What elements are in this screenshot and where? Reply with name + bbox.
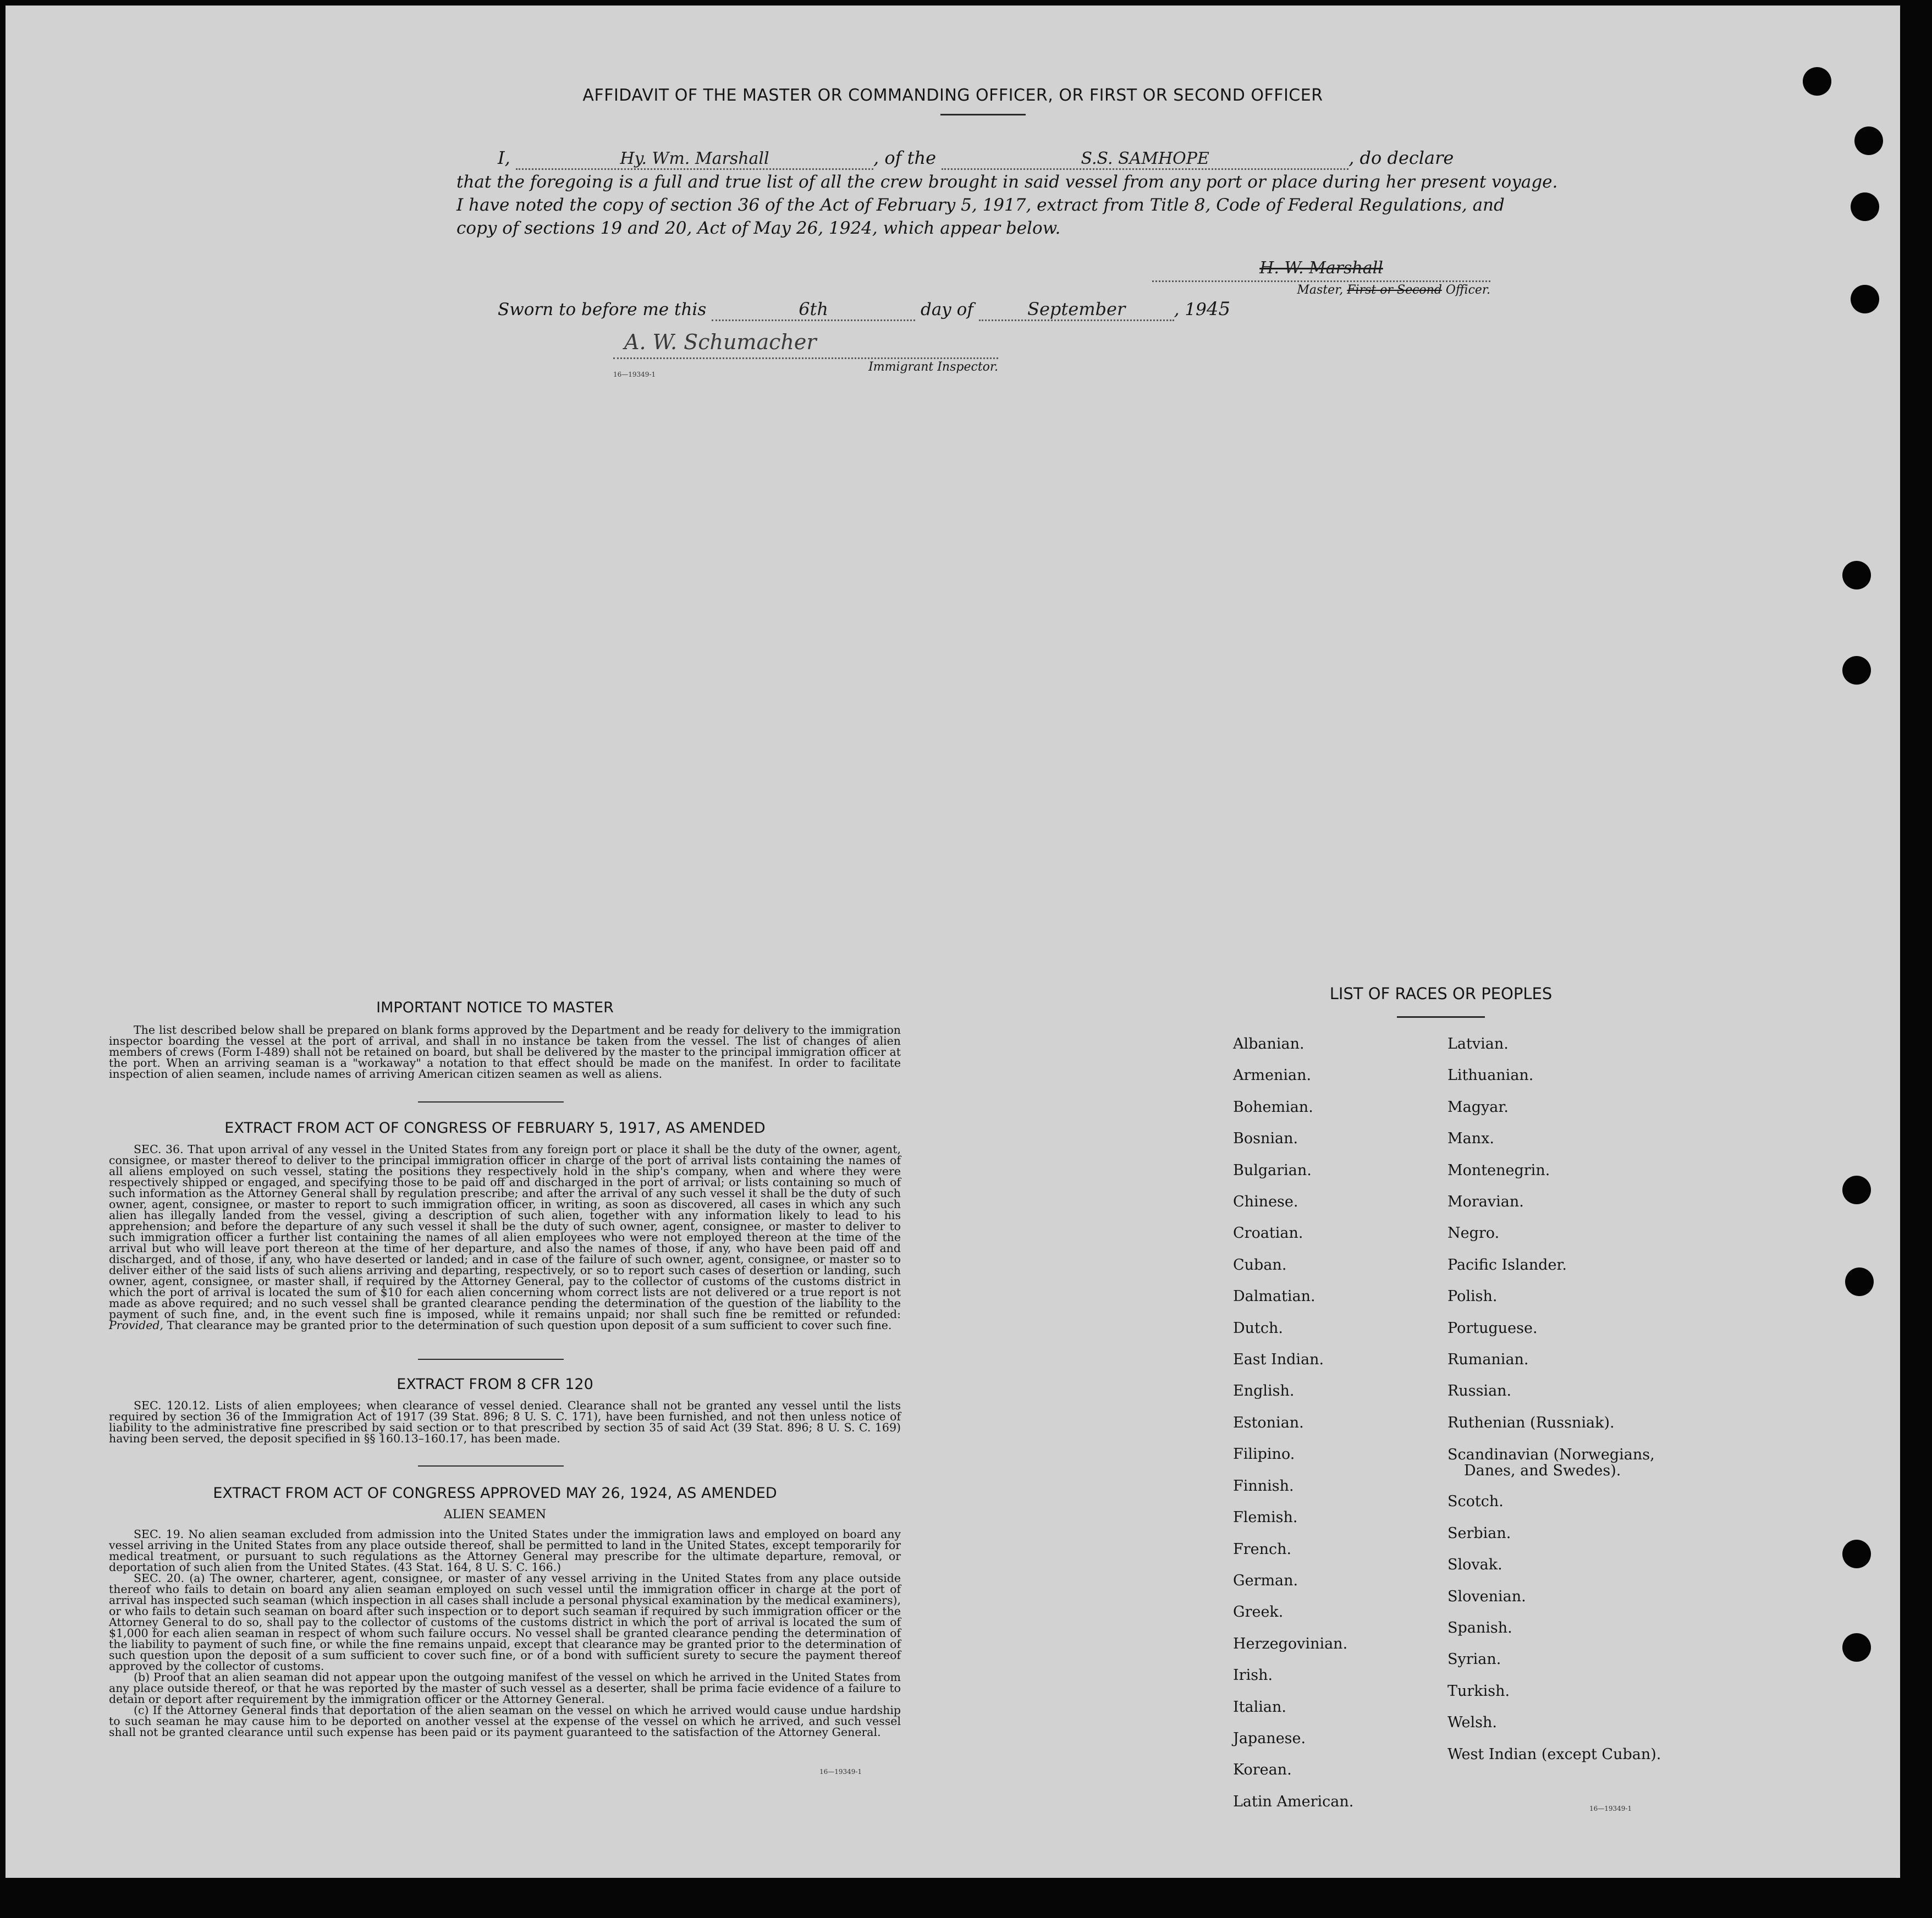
race-item: Turkish. xyxy=(1447,1682,1510,1700)
race-item: Bosnian. xyxy=(1233,1130,1298,1148)
binder-hole xyxy=(1842,656,1871,685)
race-item: Russian. xyxy=(1447,1382,1512,1400)
race-item: Slovenian. xyxy=(1447,1588,1526,1605)
master-caption-b: Officer. xyxy=(1445,283,1490,297)
master-caption-a: Master, xyxy=(1297,283,1344,297)
form-sheet xyxy=(5,5,1900,1878)
binder-hole xyxy=(1842,1633,1871,1662)
races-left-column xyxy=(1233,1028,1353,1817)
year-prefix: , 19 xyxy=(1174,300,1207,319)
race-item: Montenegrin. xyxy=(1447,1161,1550,1179)
affidavit-body-line: copy of sections 19 and 20, Act of May 26, 1924, which appear below. xyxy=(456,218,1061,238)
races-title: LIST OF RACES OR PEOPLES xyxy=(1329,984,1553,1003)
binder-hole xyxy=(1842,1176,1871,1204)
divider xyxy=(418,1465,564,1467)
binder-hole xyxy=(1854,126,1883,155)
extract-1917-title: EXTRACT FROM ACT OF CONGRESS OF FEBRUARY 5, 1917, AS AMENDED xyxy=(224,1120,766,1137)
race-item: Albanian. xyxy=(1233,1035,1304,1052)
race-item: Lithuanian. xyxy=(1447,1067,1534,1084)
declaration-line xyxy=(498,147,1454,170)
race-item: Pacific Islander. xyxy=(1447,1256,1567,1274)
race-item: Japanese. xyxy=(1233,1729,1306,1747)
race-item: Korean. xyxy=(1233,1761,1292,1779)
race-item: Portuguese. xyxy=(1447,1319,1538,1337)
cfr-paragraph: SEC. 120.12. Lists of alien employees; when clearance of vessel denied. Clearance shall not be granted any vessel until the lists required by section 36 of the Immigration Act of 1917 (39 Stat. 896; 8 U. S. C. 171), have been furnished, and not then unless notice of liability to the administrative fine prescribed by said section or to that prescribed by section 35 of said Act (39 Stat. 896; 8 U. S. C. 169) having been served, the deposit specified in §§ 160.13–160.17, has been made. xyxy=(109,1399,901,1445)
master-caption-struck: First or Second xyxy=(1347,283,1442,297)
affidavit-body-line: that the foregoing is a full and true list of all the crew brought in said vessel from any port or place during her present voyage. xyxy=(456,172,1558,192)
race-item: Serbian. xyxy=(1447,1524,1511,1542)
master-signature: H. W. Marshall xyxy=(1152,258,1490,282)
race-item: Dalmatian. xyxy=(1233,1288,1315,1305)
sworn-day: 6th xyxy=(712,299,915,321)
master-caption xyxy=(1152,283,1490,297)
race-item: Slovak. xyxy=(1447,1556,1502,1574)
binder-hole xyxy=(1851,192,1879,221)
provided-word: Provided, xyxy=(109,1319,163,1332)
race-item: Bohemian. xyxy=(1233,1098,1313,1116)
sec-19-paragraph: SEC. 19. No alien seaman excluded from admission into the United States under the immigration laws and employed on board any vessel arriving in the United States from any place outside thereof, shall be permitted to land in the United States, except temporarily for medical treatment, or pursuant to such regulations as the Attorney General may prescribe for the ultimate departure, removal, or deportation of such alien from the United States. (43 Stat. 164, 8 U. S. C. 166.) xyxy=(109,1528,901,1574)
race-item: Rumanian. xyxy=(1447,1351,1529,1369)
race-item: Latin American. xyxy=(1233,1793,1354,1810)
race-item: Bulgarian. xyxy=(1233,1161,1312,1179)
vessel-name: S.S. SAMHOPE xyxy=(942,149,1348,170)
race-item: West Indian (except Cuban). xyxy=(1447,1745,1661,1763)
affidavit-title: AFFIDAVIT OF THE MASTER OR COMMANDING OFFICER, OR FIRST OR SECOND OFFICER xyxy=(582,86,1323,105)
extract-1924-subtitle: ALIEN SEAMEN xyxy=(443,1508,547,1522)
inspector-signature: A. W. Schumacher xyxy=(613,330,998,359)
declarant-name: Hy. Wm. Marshall xyxy=(516,149,873,170)
notice-paragraph: The list described below shall be prepared on blank forms approved by the Department and be ready for delivery to the immigration inspector boarding the vessel at the port of arrival, and shall in no instance be taken from the vessel. The list of changes of alien members of crews (Form I-489) shall not be retained on board, but shall be delivered by the master to the principal immigration officer at the port. When an arriving seaman is a "workaway" a notation to that effect should be made on the manifest. In order to facilitate inspection of alien seamen, include names of arriving American citizen seamen as well as aliens. xyxy=(109,1023,901,1081)
race-item: English. xyxy=(1233,1382,1295,1400)
race-item: Flemish. xyxy=(1233,1509,1298,1526)
form-number-top: 16—19349-1 xyxy=(613,371,656,378)
race-item: Danes, and Swedes). xyxy=(1464,1462,1621,1480)
form-number-right: 16—19349-1 xyxy=(1589,1805,1632,1812)
sec-20c-paragraph: (c) If the Attorney General finds that deportation of the alien seaman on the vessel on which he arrived would cause undue hardship to such seaman he may cause him to be deported on another vessel at the expense of the vessel on which he arrived, and such vessel shall not be granted clearance until such expense has been paid or its payment guaranteed to the satisfaction of the Attorney General. xyxy=(109,1704,901,1739)
race-item: Armenian. xyxy=(1233,1067,1312,1084)
extract-1917-text xyxy=(109,1144,901,1331)
race-item: Manx. xyxy=(1447,1130,1494,1148)
binder-hole xyxy=(1803,67,1831,96)
notice-title: IMPORTANT NOTICE TO MASTER xyxy=(376,999,614,1016)
race-item: Estonian. xyxy=(1233,1414,1304,1431)
do-declare-label: , do declare xyxy=(1348,147,1454,168)
race-item: Spanish. xyxy=(1447,1619,1512,1636)
extract-cfr-title: EXTRACT FROM 8 CFR 120 xyxy=(397,1376,593,1393)
race-item: German. xyxy=(1233,1572,1298,1589)
race-item: Finnish. xyxy=(1233,1477,1294,1495)
race-item: Syrian. xyxy=(1447,1651,1501,1668)
section-36-text-end: That clearance may be granted prior to the determination of such question upon deposit of a sum sufficient to cover such fine. xyxy=(167,1319,892,1332)
race-item: Scandinavian (Norwegians, xyxy=(1447,1446,1655,1464)
title-divider xyxy=(940,114,1026,115)
of-the-label: , of the xyxy=(873,147,937,168)
sec-20a-paragraph: SEC. 20. (a) The owner, charterer, agent, consignee, or master of any vessel arriving in the United States from any place outside thereof who fails to detain on board any alien seaman employed on such vessel until the immigration officer in charge at the port of arrival has inspected such seaman (which inspection in all cases shall include a personal physical examination by the medical examiners), or who fails to detain such seaman on board after such inspection or to deport such seaman if required by such immigration officer or the Attorney General to do so, shall pay to the collector of customs of the customs district in which the port of arrival is located the sum of $1,000 for each alien seaman in respect of whom such failure occurs. No vessel shall be granted clearance pending the determination of the liability to payment of such fine, or while the fine remains unpaid, except that clearance may be granted prior to the determination of such question upon the deposit of a sum sufficient to cover such fine, or of a bond with sufficient surety to secure the payment thereof approved by the collector of customs. xyxy=(109,1572,901,1673)
extract-cfr-text xyxy=(109,1400,901,1444)
race-item: Greek. xyxy=(1233,1603,1284,1621)
race-item: East Indian. xyxy=(1233,1351,1324,1369)
binder-hole xyxy=(1851,285,1879,313)
race-item: Herzegovinian. xyxy=(1233,1635,1348,1652)
race-item: Moravian. xyxy=(1447,1193,1524,1211)
sec-20b-paragraph: (b) Proof that an alien seaman did not appear upon the outgoing manifest of the vessel on which he arrived in the United States from any place outside thereof, or that he was reported by the master of such vessel as a deserter, shall be prima facie evidence of a failure to detain or deport after requirement by the immigration officer or the Attorney General. xyxy=(109,1671,901,1706)
race-item: Irish. xyxy=(1233,1667,1273,1684)
form-number-left: 16—19349-1 xyxy=(819,1768,862,1776)
section-36-text: SEC. 36. That upon arrival of any vessel in the United States from any foreign port or place it shall be the duty of the owner, agent, consignee, or master thereof to deliver to the principal immigration officer in charge of the port of arrival lists containing the names of all aliens employed on such vessel, stating the positions they respectively hold in the ship's company, when and where they were respectively shipped or engaged, and specifying those to be paid off and discharged in the port of arrival; or lists containing so much of such information as the Attorney General shall by regulation prescribe; and after the arrival of any such vessel it shall be the duty of such owner, agent, consignee, or master to report to such immigration officer, in writing, as soon as discovered, all cases in which any such alien has illegally landed from the vessel, giving a description of such alien, together with any information likely to lead to his apprehension; and before the departure of any such vessel it shall be the duty of such owner, agent, consignee, or master to deliver to such immigration officer a further list containing the names of all alien employees who were not employed thereon at the time of the arrival but who will leave port thereon at the time of her departure, and also the names of those, if any, who have been paid off and discharged, and of those, if any, who have deserted or landed; and in case of the failure of such owner, agent, consignee, or master so to deliver either of the said lists of such aliens arriving and departing, respectively, or so to report such cases of desertion or landing, such owner, agent, consignee, or master shall, if required by the Attorney General, pay to the collector of customs of the customs district in which the port of arrival is located the sum of $10 for each alien concerning whom correct lists are not delivered or a true report is not made as above required; and no such vessel shall be granted clearance pending the determination of the question of the liability to the payment of such fine, and, in the event such fine is imposed, while it remains unpaid; nor shall such fine be remitted or refunded: xyxy=(109,1143,901,1321)
sworn-prefix: Sworn to before me this xyxy=(498,300,707,319)
master-signature-block xyxy=(1152,258,1490,297)
race-item: French. xyxy=(1233,1540,1292,1558)
race-item: Chinese. xyxy=(1233,1193,1298,1211)
extract-1924-title: EXTRACT FROM ACT OF CONGRESS APPROVED MAY 26, 1924, AS AMENDED xyxy=(213,1485,777,1502)
race-item: Filipino. xyxy=(1233,1446,1295,1463)
race-item: Polish. xyxy=(1447,1288,1498,1305)
race-item: Welsh. xyxy=(1447,1714,1497,1732)
inspector-signature-block xyxy=(613,330,998,374)
races-right-column xyxy=(1447,1028,1661,1770)
notice-text xyxy=(109,1024,901,1079)
race-item: Latvian. xyxy=(1447,1035,1509,1052)
race-item: Ruthenian (Russniak). xyxy=(1447,1414,1615,1431)
inspector-caption: Immigrant Inspector. xyxy=(868,360,998,374)
race-item: Magyar. xyxy=(1447,1098,1509,1116)
sworn-line xyxy=(498,298,1230,321)
day-of-label: day of xyxy=(920,300,973,319)
binder-hole xyxy=(1842,1540,1871,1568)
race-item: Dutch. xyxy=(1233,1319,1283,1337)
race-item: Cuban. xyxy=(1233,1256,1287,1274)
race-item: Croatian. xyxy=(1233,1225,1303,1242)
divider xyxy=(418,1359,564,1360)
race-item: Negro. xyxy=(1447,1225,1500,1242)
divider xyxy=(418,1101,564,1103)
race-item-scandinavian xyxy=(1447,1439,1661,1486)
affidavit-body-line: I have noted the copy of section 36 of the Act of February 5, 1917, extract from Title 8, Code of Federal Regulations, and xyxy=(456,195,1505,215)
race-item: Scotch. xyxy=(1447,1493,1504,1511)
extract-1924-text xyxy=(109,1529,901,1738)
binder-hole xyxy=(1842,561,1871,589)
race-item: Italian. xyxy=(1233,1698,1286,1716)
binder-hole xyxy=(1845,1267,1874,1296)
affidavit-body xyxy=(456,170,1557,240)
declaration-prefix: I, xyxy=(498,147,510,168)
races-divider xyxy=(1397,1016,1485,1018)
sworn-year: 45 xyxy=(1206,298,1231,320)
sworn-month: September xyxy=(979,299,1174,321)
